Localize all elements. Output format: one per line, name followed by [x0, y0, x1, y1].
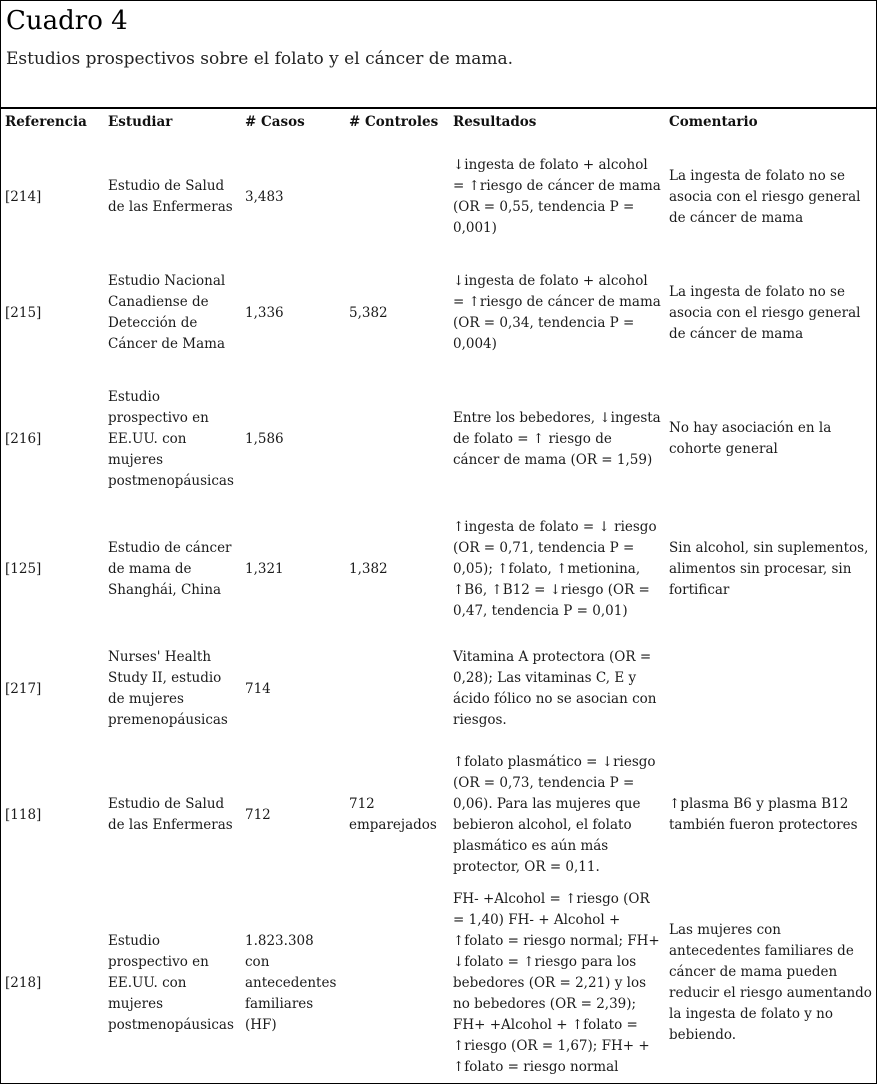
header-controles: # Controles — [349, 114, 439, 130]
header-estudiar: Estudiar — [108, 114, 173, 130]
table-header-row — [1, 109, 876, 139]
header-referencia: Referencia — [5, 114, 87, 130]
cell-cases: 712 — [245, 806, 271, 823]
cell-study: Nurses' Health Study II, estudio de mujeres premenopáusicas — [108, 649, 228, 728]
cell-results: ↑ingesta de folato = ↓ riesgo (OR = 0,71, tendencia P = 0,05); ↑folato, ↑metionina, ↑B6, ↑B12 = ↓riesgo (OR = 0,47, tendencia P = 0,01) — [453, 518, 657, 619]
cell-controls — [345, 139, 449, 255]
cell-controls: 1,382 — [349, 560, 388, 577]
cell-cases: 3,483 — [245, 188, 284, 205]
cell-reference: [216] — [5, 430, 42, 447]
cell-cases: 1,321 — [245, 560, 284, 577]
table-row — [1, 139, 876, 255]
cell-cases: 1,586 — [245, 430, 284, 447]
cell-study: Estudio prospectivo en EE.UU. con mujeres postmenopáusicas — [108, 932, 234, 1033]
header-casos: # Casos — [245, 114, 305, 130]
cell-study: Estudio de cáncer de mama de Shanghái, China — [108, 539, 232, 598]
table-row — [1, 507, 876, 631]
table-row — [1, 747, 876, 883]
cell-controls: 5,382 — [349, 304, 388, 321]
studies-table — [1, 109, 876, 1083]
cell-results: ↓ingesta de folato + alcohol = ↑riesgo de cáncer de mama (OR = 0,34, tendencia P = 0,004) — [453, 273, 661, 352]
cell-reference: [215] — [5, 304, 42, 321]
cell-reference: [217] — [5, 680, 42, 697]
table-row — [1, 631, 876, 747]
cell-study: Estudio de Salud de las Enfermeras — [108, 178, 233, 215]
cell-comment: Las mujeres con antecedentes familiares de cáncer de mama pueden reducir el riesgo aumentando la ingesta de folato y no bebiendo. — [669, 922, 872, 1043]
cell-comment — [665, 631, 876, 747]
cell-results: Entre los bebedores, ↓ingesta de folato = ↑ riesgo de cáncer de mama (OR = 1,59) — [453, 409, 661, 468]
cell-cases: 714 — [245, 680, 271, 697]
cell-reference: [118] — [5, 806, 42, 823]
cell-reference: [125] — [5, 560, 42, 577]
cell-controls: 712 emparejados — [349, 796, 437, 833]
table-row — [1, 255, 876, 371]
caption-subtitle: Estudios prospectivos sobre el folato y el cáncer de mama. — [6, 49, 514, 69]
table-row — [1, 371, 876, 507]
header-resultados: Resultados — [453, 114, 537, 130]
table-row — [1, 883, 876, 1083]
cell-study: Estudio de Salud de las Enfermeras — [108, 796, 233, 833]
cell-comment: No hay asociación en la cohorte general — [669, 420, 832, 457]
cell-cases: 1.823.308 con antecedentes familiares (HF) — [245, 932, 337, 1033]
cell-study: Estudio Nacional Canadiense de Detección de Cáncer de Mama — [108, 273, 226, 352]
header-comentario: Comentario — [669, 114, 758, 130]
cell-comment: La ingesta de folato no se asocia con el riesgo general de cáncer de mama — [669, 283, 861, 342]
cell-comment: ↑plasma B6 y plasma B12 también fueron protectores — [669, 796, 858, 833]
cell-results: Vitamina A protectora (OR = 0,28); Las vitaminas C, E y ácido fólico no se asocian con riesgos. — [453, 649, 657, 728]
cell-results: ↑folato plasmático = ↓riesgo (OR = 0,73, tendencia P = 0,06). Para las mujeres que bebieron alcohol, el folato plasmático es aún más protector, OR = 0,11. — [453, 754, 656, 875]
caption-title: Cuadro 4 — [6, 6, 128, 36]
cell-results: ↓ingesta de folato + alcohol = ↑riesgo de cáncer de mama (OR = 0,55, tendencia P = 0,001) — [453, 157, 661, 236]
cell-results: FH- +Alcohol = ↑riesgo (OR = 1,40) FH- + Alcohol + ↑folato = riesgo normal; FH+ ↓folato = ↑riesgo para los bebedores (OR = 2,21) y los no bebedores (OR = 2,39); FH+ +Alcohol + ↑folato = ↑riesgo (OR = 1,67); FH+ + ↑folato = riesgo normal — [453, 890, 660, 1075]
table-caption — [1, 1, 876, 109]
cell-cases: 1,336 — [245, 304, 284, 321]
cell-controls — [345, 883, 449, 1083]
cell-comment: Sin alcohol, sin suplementos, alimentos sin procesar, sin fortificar — [669, 539, 869, 598]
cell-study: Estudio prospectivo en EE.UU. con mujeres postmenopáusicas — [108, 388, 234, 489]
cell-comment: La ingesta de folato no se asocia con el riesgo general de cáncer de mama — [669, 167, 861, 226]
cell-controls — [345, 631, 449, 747]
cell-reference: [218] — [5, 974, 42, 991]
cell-controls — [345, 371, 449, 507]
cell-reference: [214] — [5, 188, 42, 205]
